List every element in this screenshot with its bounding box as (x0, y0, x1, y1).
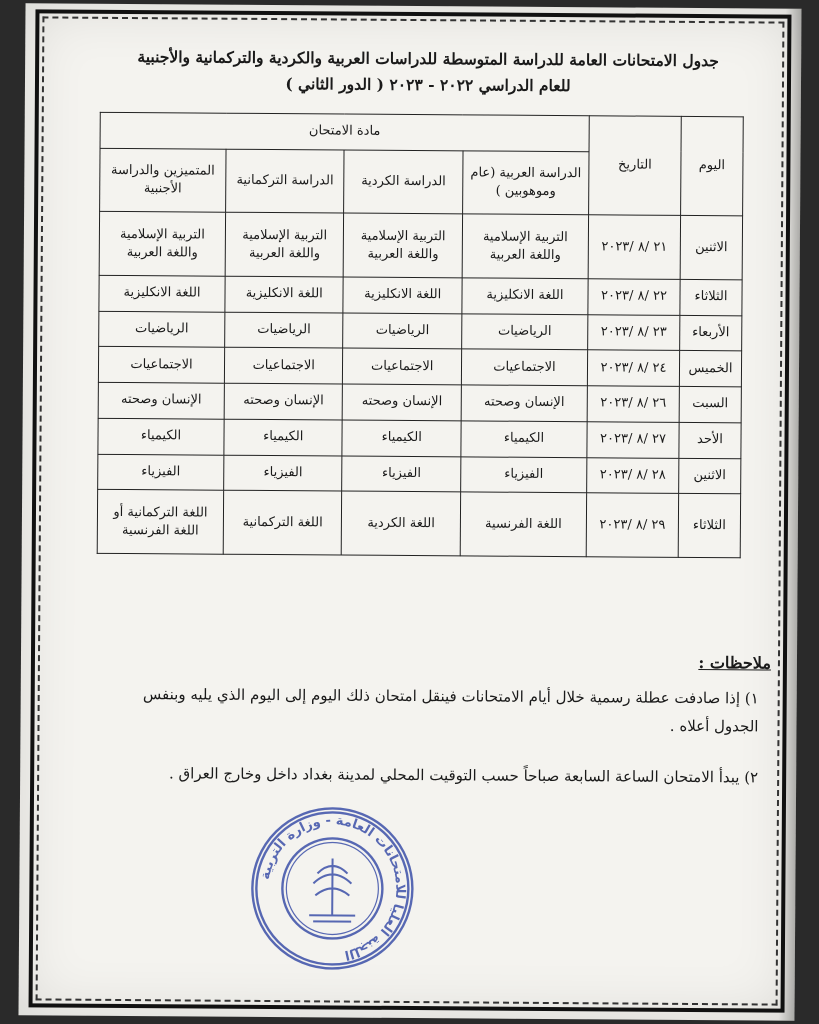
header-subject: مادة الامتحان (100, 112, 589, 151)
day-cell: الثلاثاء (680, 279, 742, 315)
header-column: المتميزين والدراسة الأجنبية (100, 148, 226, 213)
day-cell: الأربعاء (680, 315, 742, 351)
subject-cell: الفيزياء (224, 455, 343, 492)
subject-cell: الاجتماعيات (98, 347, 224, 384)
table-row (98, 382, 741, 422)
date-cell: ٢٤ /٨ /٢٠٢٣ (587, 350, 679, 386)
document-title (85, 44, 771, 101)
table-row (99, 212, 742, 280)
date-cell: ٢٧ /٨ /٢٠٢٣ (587, 422, 679, 458)
day-cell: الثلاثاء (678, 494, 740, 558)
date-cell: ٢١ /٨ /٢٠٢٣ (588, 215, 680, 279)
subject-cell: الرياضيات (343, 313, 462, 350)
subject-cell: الكيمياء (224, 419, 343, 456)
subject-cell: الكيمياء (342, 420, 461, 457)
subject-cell: الإنسان وصحته (343, 384, 462, 421)
header-column: الدراسة الكردية (344, 150, 463, 214)
subject-cell: التربية الإسلامية واللغة العربية (99, 212, 225, 277)
header-day: اليوم (681, 116, 744, 216)
subject-cell: الإنسان وصحته (98, 382, 224, 419)
document-sheet (18, 3, 801, 1020)
subject-cell: اللغة الانكليزية (462, 278, 588, 315)
subject-cell: اللغة الانكليزية (99, 275, 225, 312)
day-cell: الاثنين (680, 216, 742, 280)
subject-cell: الاجتماعيات (224, 348, 343, 385)
table-row (98, 418, 741, 458)
subject-cell: الإنسان وصحته (461, 385, 587, 422)
table-row (99, 311, 742, 351)
day-cell: السبت (679, 387, 741, 423)
subject-cell: الكيمياء (461, 421, 587, 458)
date-cell: ٢٩ /٨ /٢٠٢٣ (586, 493, 678, 557)
date-cell: ٢٣ /٨ /٢٠٢٣ (588, 314, 680, 350)
subject-cell: الاجتماعيات (461, 349, 587, 386)
day-cell: الاثنين (679, 458, 741, 494)
header-column: الدراسة التركمانية (226, 149, 345, 213)
subject-cell: التربية الإسلامية واللغة العربية (344, 213, 463, 277)
stamp-text: اللجنة العليا للامتحانات العامة - وزارة التربية (258, 813, 408, 963)
subject-cell: الفيزياء (342, 456, 461, 493)
subject-cell: الرياضيات (225, 312, 344, 349)
notes-heading: ملاحظات : (698, 653, 772, 673)
subject-cell: الرياضيات (99, 311, 225, 348)
subject-cell: التربية الإسلامية واللغة العربية (225, 213, 344, 277)
subject-cell: الفيزياء (98, 454, 224, 491)
subject-cell: اللغة التركمانية أو اللغة الفرنسية (97, 490, 223, 555)
note-2: ٢) يبدأ الامتحان الساعة السابعة صباحاً حسب التوقيت المحلي لمدينة بغداد داخل وخارج العراق . (168, 764, 759, 787)
header-column: الدراسة العربية (عام وموهوبين ) (463, 151, 589, 216)
header-date: التاريخ (589, 116, 682, 216)
date-cell: ٢٦ /٨ /٢٠٢٣ (587, 386, 679, 422)
table-row (98, 347, 741, 387)
date-cell: ٢٢ /٨ /٢٠٢٣ (588, 279, 680, 315)
subject-cell: اللغة الفرنسية (460, 492, 586, 557)
exam-schedule-table (97, 112, 744, 558)
subject-cell: اللغة الانكليزية (343, 277, 462, 314)
table-row (97, 490, 740, 558)
subject-cell: اللغة الانكليزية (225, 276, 344, 313)
subject-cell: الاجتماعيات (343, 348, 462, 385)
header-row (100, 112, 743, 152)
note-1: ١) إذا صادفت عطلة رسمية خلال أيام الامتحانات فينقل امتحان ذلك اليوم إلى اليوم الذي يليه وبنفس الجدول أعلاه . (142, 685, 759, 736)
schedule-rows (97, 212, 742, 558)
subject-cell: اللغة التركمانية (223, 490, 342, 555)
subject-cell: التربية الإسلامية واللغة العربية (462, 214, 588, 279)
subject-cell: الرياضيات (462, 314, 588, 351)
subject-cell: الكيمياء (98, 418, 224, 455)
day-cell: الخميس (679, 351, 741, 387)
ministry-seal-stamp (247, 803, 418, 974)
subject-cell: اللغة الكردية (342, 491, 461, 556)
table-row (98, 454, 741, 494)
title-line-1: جدول الامتحانات العامة للدراسة المتوسطة للدراسات العربية والكردية والتركمانية والأجنبية (137, 47, 719, 71)
day-cell: الأحد (679, 422, 741, 458)
subject-cell: الفيزياء (461, 456, 587, 493)
title-line-2: للعام الدراسي ٢٠٢٢ - ٢٠٢٣ ( الدور الثاني ) (285, 74, 571, 96)
date-cell: ٢٨ /٨ /٢٠٢٣ (587, 457, 679, 493)
subject-cell: الإنسان وصحته (224, 383, 343, 420)
table-row (99, 275, 742, 315)
